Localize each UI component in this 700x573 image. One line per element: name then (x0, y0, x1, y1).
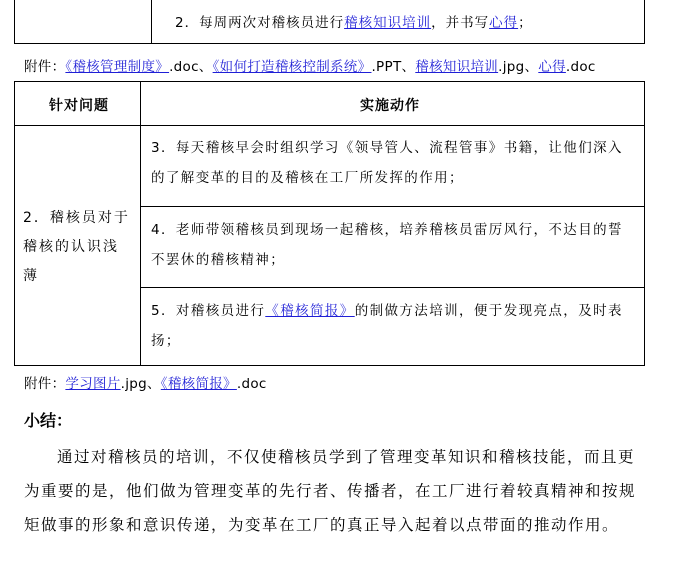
ext-4: .doc (565, 59, 596, 75)
row-divider-1 (140, 206, 645, 207)
issue-action-table (14, 81, 645, 366)
audit-brief-doc-link[interactable]: 《稽核简报》 (160, 376, 237, 392)
audit-system-link[interactable]: 《如何打造稽核控制系统》 (212, 59, 372, 75)
top-table-row (14, 0, 645, 44)
training-photo-link[interactable]: 稽核知识培训 (415, 59, 499, 75)
header-action: 实施动作 (360, 98, 420, 114)
ext-5: .jpg、 (120, 376, 161, 392)
ext-1: .doc、 (169, 59, 213, 75)
audit-brief-link[interactable]: 《稽核简报》 (265, 303, 355, 319)
row-divider-2 (140, 287, 645, 288)
action-2-prefix: 2．每周两次对稽核员进行 (175, 15, 345, 31)
summary-title: 小结： (24, 411, 73, 430)
action-4-cell: 4．老师带领稽核员到现场一起稽核，培养稽核员雷厉风行，不达目的誓不罢休的稽核精神； (151, 222, 623, 268)
action-2-text (175, 11, 533, 31)
summary-body: 通过对稽核员的培训，不仅使稽核员学到了管理变革知识和稽核技能，而且更为重要的是，他们做为管理变革的先行者、传播者，在工厂进行着较真精神和按规矩做事的形象和意识传递，为变革在工厂的真正导入起着以点带面的推动作用。 (24, 448, 637, 534)
training-link[interactable]: 稽核知识培训 (344, 15, 432, 31)
study-photo-link[interactable]: 学习图片 (65, 376, 121, 392)
issue-cell: 2．稽核员对于稽核的认识浅薄 (23, 210, 130, 284)
attachments-line-2 (24, 372, 267, 392)
ext-6: .doc (236, 376, 267, 392)
action-5-prefix: 5．对稽核员进行 (151, 303, 266, 319)
action-5-suffix: 的制做方法培训，便于发现亮点，及时表扬； (151, 303, 623, 349)
audit-policy-link[interactable]: 《稽核管理制度》 (65, 59, 170, 75)
action-2-suffix: ； (518, 15, 533, 31)
top-table-left-cell (15, 0, 152, 43)
attachments-line-1 (24, 55, 596, 75)
notes-link[interactable]: 心得 (489, 15, 519, 31)
header-divider (15, 125, 644, 126)
attachments-label: 附件： (24, 59, 66, 75)
ext-2: .PPT、 (371, 59, 416, 75)
attachments-label-2: 附件： (24, 376, 66, 392)
ext-3: .jpg、 (498, 59, 539, 75)
header-issue: 针对问题 (49, 98, 109, 114)
action-2-mid: ，并书写 (431, 15, 490, 31)
notes-doc-link[interactable]: 心得 (538, 59, 566, 75)
action-3-cell: 3．每天稽核早会时组织学习《领导管人、流程管事》书籍，让他们深入的了解变革的目的及稽核在工厂所发挥的作用； (151, 140, 623, 186)
action-5-cell (151, 296, 637, 356)
